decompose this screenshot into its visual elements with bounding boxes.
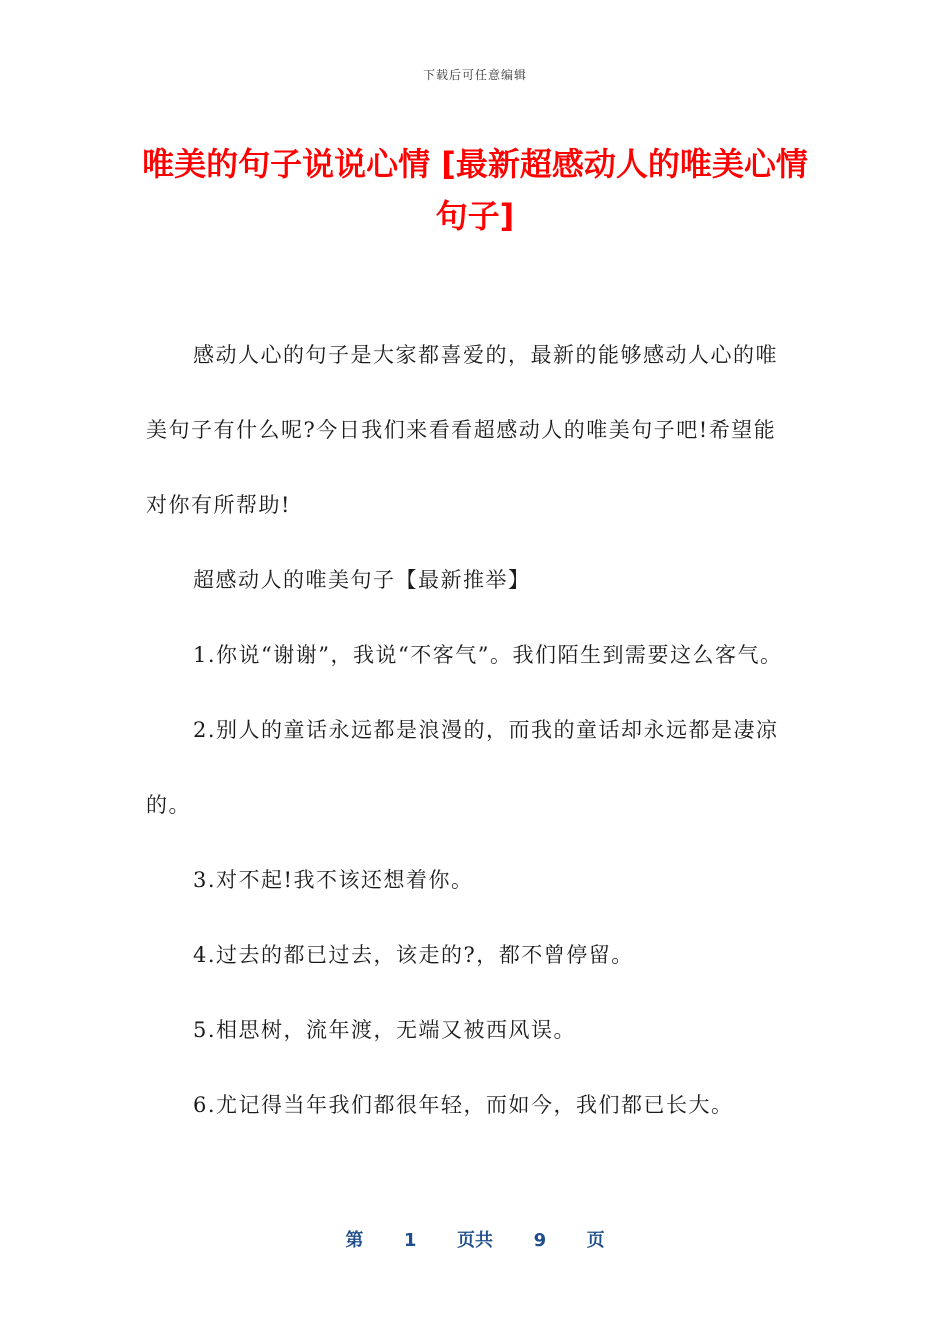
document-body <box>146 318 796 1143</box>
footer-total-pages: 9 <box>533 1230 547 1251</box>
header-note: 下载后可任意编辑 <box>422 68 527 82</box>
paragraph-item-4: 4.过去的都已过去，该走的?，都不曾停留。 <box>193 943 634 967</box>
paragraph-intro: 感动人心的句子是大家都喜爱的，最新的能够感动人心的唯美句子有什么呢?今日我们来看看超感动人的唯美句子吧!希望能对你有所帮助! <box>146 343 778 517</box>
paragraph-item-3: 3.对不起!我不该还想着你。 <box>193 868 474 892</box>
paragraph-item-5: 5.相思树，流年渡，无端又被西风误。 <box>193 1018 577 1042</box>
footer-middle: 页共 <box>457 1230 493 1251</box>
paragraph-section-heading: 超感动人的唯美句子【最新推举】 <box>193 568 531 592</box>
footer-suffix: 页 <box>586 1230 605 1251</box>
paragraph-item-2: 2.别人的童话永远都是浪漫的，而我的童话却永远都是凄凉的。 <box>146 718 779 817</box>
footer-current-page: 1 <box>403 1230 417 1251</box>
page-footer <box>0 1226 950 1252</box>
footer-prefix: 第 <box>345 1230 364 1251</box>
document-title: 唯美的句子说说心情 [最新超感动人的唯美心情句子] <box>142 145 808 235</box>
paragraph-item-6: 6.尤记得当年我们都很年轻，而如今，我们都已长大。 <box>193 1093 734 1117</box>
paragraph-item-1: 1.你说“谢谢”，我说“不客气”。我们陌生到需要这么客气。 <box>193 643 783 667</box>
